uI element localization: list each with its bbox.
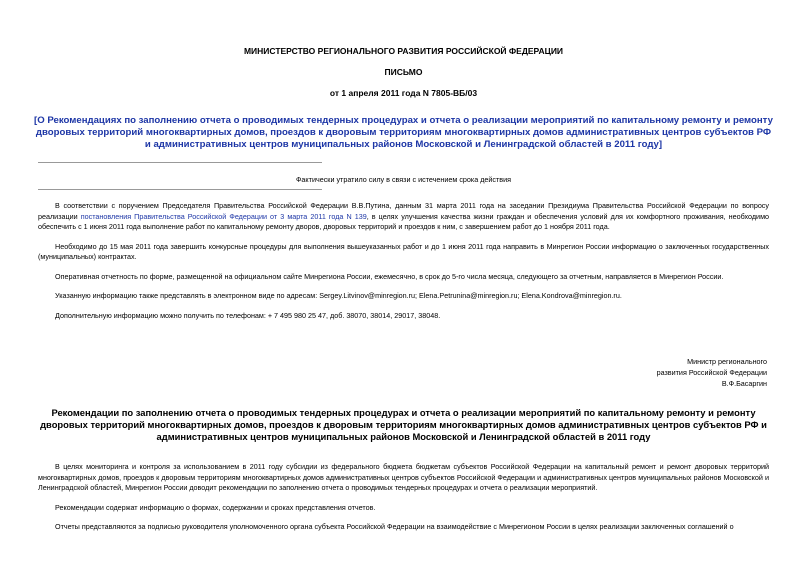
letter-body bbox=[38, 201, 769, 321]
subject-title bbox=[34, 115, 773, 151]
ministry-heading: МИНИСТЕРСТВО РЕГИОНАЛЬНОГО РАЗВИТИЯ РОССИЙСКОЙ ФЕДЕРАЦИИ bbox=[243, 46, 564, 56]
paragraph-3: Оперативная отчетность по форме, размещенной на официальном сайте Минрегиона России, ежемесячно, в срок до 5-го числа месяца, следующего за отчетным, направляется в Минрегион России. bbox=[55, 271, 724, 281]
paragraph-2: Необходимо до 15 мая 2011 года завершить конкурсные процедуры для выполнения вышеуказанных работ и до 1 июня 2011 года направить в Минрегион России информацию о заключенных государственных (муниципальных) контрактах. bbox=[38, 241, 769, 261]
rec-paragraph-2: Рекомендации содержат информацию о формах, содержании и сроках представления отчетов. bbox=[55, 502, 376, 512]
recommendations-body bbox=[38, 462, 769, 533]
paragraph-5: Дополнительную информацию можно получить по телефонам: + 7 495 980 25 47, доб. 38070, 38014, 29017, 38048. bbox=[55, 310, 441, 320]
doc-date-number: от 1 апреля 2011 года N 7805-ВБ/03 bbox=[329, 88, 478, 98]
divider-top bbox=[38, 162, 322, 163]
rec-paragraph-3: Отчеты представляются за подписью руководителя уполномоченного органа субъекта Российской Федерации на взаимодействие с Минрегионом России в целях реализации заключенных соглашений о bbox=[55, 522, 734, 531]
subject-link[interactable]: Рекомендациях по заполнению отчета о проводимых тендерных процедурах и отчета о реализации мероприятий по капитальному ремонту и ремонту дворовых территорий многоквартирных домов, проездов к дворовым территориям многоквартирных домов административных центров субъектов РФ и административных центров муниципальных районов Московской и Ленинградской областей в 2011 году bbox=[35, 115, 773, 150]
signatory-line-2: развития Российской Федерации bbox=[656, 368, 767, 377]
divider-bottom bbox=[38, 189, 322, 190]
signatory-name: В.Ф.Басаргин bbox=[721, 379, 767, 388]
status-note: Фактически утратило силу в связи с истечением срока действия bbox=[295, 175, 512, 184]
rec-paragraph-1: В целях мониторинга и контроля за использованием в 2011 году субсидии из федерального бюджета бюджетам субъектов Российской Федерации на капитальный ремонт и ремонт дворовых территорий многоквартирных домов, проездов к дворовым территориям многоквартирных домов административных центров субъектов Российской Федерации и административных центров муниципальных районов Московской и Ленинградской областей, Минрегион России доводит рекомендации по заполнению отчета о проводимых тендерных процедурах и отчета о реализации мероприятий. bbox=[38, 462, 769, 492]
doc-type-heading: ПИСЬМО bbox=[384, 67, 423, 77]
signature-block bbox=[657, 356, 767, 389]
signatory-line-1: Министр регионального bbox=[687, 357, 767, 366]
decree-link[interactable]: постановления Правительства Российской Федерации от 3 марта 2011 года N 139 bbox=[80, 211, 367, 221]
paragraph-4: Указанную информацию также представлять в электронном виде по адресам: Sergey.Litvinov@minregion.ru; Elena.Petrunina@minregion.ru; Elena.Kondrova@minregion.ru. bbox=[55, 291, 622, 300]
recommendations-title: Рекомендации по заполнению отчета о проводимых тендерных процедурах и отчета о реализации мероприятий по капитальному ремонту и ремонту дворовых территорий многоквартирных домов, проездов к дворовым территориям многоквартирных домов административных центров субъектов РФ и административных центров муниципальных районов Московской и Ленинградской областей в 2011 году bbox=[40, 407, 767, 442]
paragraph-1: В соответствии с поручением Председателя Правительства Российской Федерации В.В.Путина, данным 31 марта 2011 года на заседании Президиума Правительства Российской Федерации по вопросу реализации постановления Правительства Российской Федерации от 3 марта 2011 года N 139, в целях улучшения качества жизни граждан и обеспечения условий для их комфортного проживания, необходимо обеспечить с 1 июня 2011 года выполнение работ по капитальному ремонту дворов, дворовых территорий и проездов к ним, с завершением работ до 1 ноября 2011 года. bbox=[38, 201, 770, 231]
bracket-close: ] bbox=[658, 139, 663, 150]
bracket-open: [О bbox=[34, 115, 48, 126]
